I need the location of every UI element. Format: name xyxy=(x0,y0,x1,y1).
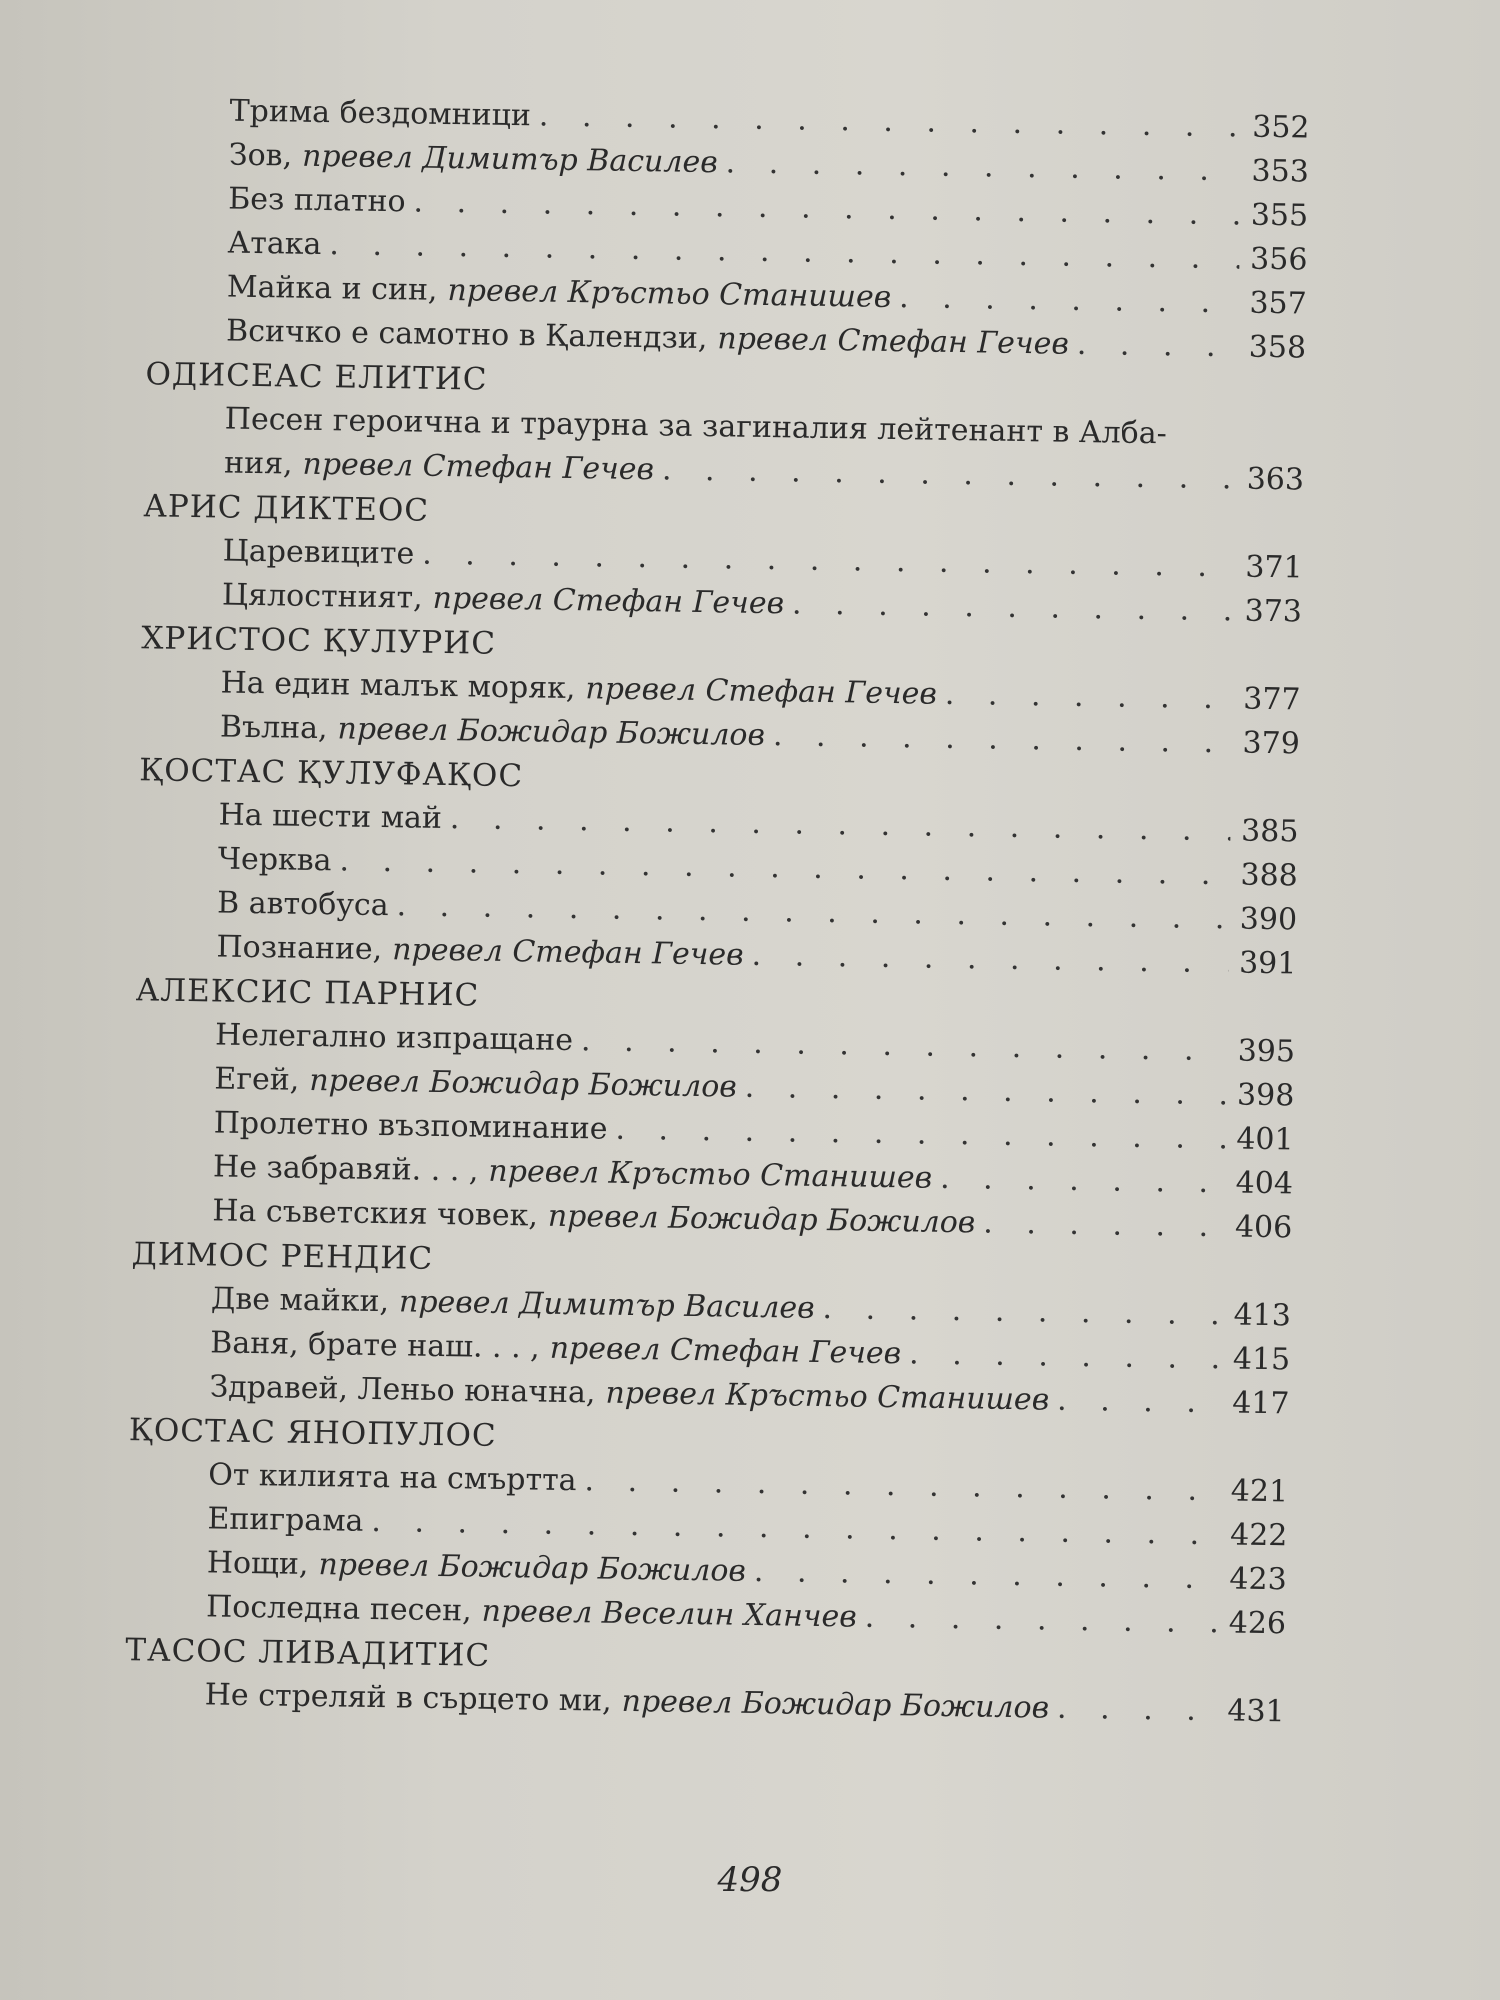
entry-page-number: 358 xyxy=(1248,329,1307,366)
entry-title: Здравей, Леньо юначна, xyxy=(209,1369,596,1411)
author-heading: ХРИСТОС ҚУЛУРИС xyxy=(141,620,497,662)
entry-title: Всичко е самотно в Қалендзи, xyxy=(225,313,708,357)
entry-page-number: 353 xyxy=(1251,153,1310,190)
entry-translator: превел Кръстьо Станишев xyxy=(447,273,892,315)
entry-translator: превел Кръстьо Станишев xyxy=(488,1153,933,1196)
dot-leader xyxy=(940,1157,1225,1205)
entry-translator: превел Димитър Василев xyxy=(301,138,718,181)
entry-page-number: 373 xyxy=(1244,593,1303,630)
entry-page-number: 431 xyxy=(1227,1693,1285,1730)
author-heading: ҚОСТАС ЯНОПУЛОС xyxy=(128,1412,497,1454)
entry-translator: превел Божидар Божилов xyxy=(309,1062,738,1105)
entry-page-number: 363 xyxy=(1246,461,1305,498)
entry-title: Епиграма xyxy=(207,1501,364,1539)
entry-page-number: 388 xyxy=(1240,857,1299,894)
dot-leader xyxy=(822,1287,1223,1337)
entry-title: Ваня, брате наш. . . , xyxy=(210,1325,541,1366)
entry-page-number: 423 xyxy=(1229,1561,1287,1598)
entry-title: Майка и син, xyxy=(226,269,438,308)
entry-title: Вълна, xyxy=(219,709,328,747)
entry-page-number: 404 xyxy=(1235,1165,1294,1202)
entry-title: Черква xyxy=(217,841,332,879)
entry-title: Зов, xyxy=(228,137,293,174)
entry-title: На шести май xyxy=(218,797,443,836)
entry-page-number: 395 xyxy=(1237,1033,1296,1070)
entry-title: Пролетно възпоминание xyxy=(213,1105,608,1147)
entry-title: Две майки, xyxy=(210,1281,390,1320)
dot-leader xyxy=(909,1332,1223,1381)
entry-translator: превел Божидар Божилов xyxy=(337,711,766,754)
entry-title: В автобуса xyxy=(216,885,389,924)
entry-title: Царевиците xyxy=(222,533,415,572)
entry-translator: превел Стефан Гечев xyxy=(717,321,1070,362)
entry-translator: превел Божидар Божилов xyxy=(621,1683,1050,1726)
entry-translator: превел Веселин Ханчев xyxy=(481,1593,858,1635)
entry-translator: превел Стефан Гечев xyxy=(585,671,938,712)
entry-title: Егей, xyxy=(214,1061,300,1098)
dot-leader xyxy=(864,1596,1218,1646)
entry-title-continued: ния, xyxy=(223,445,293,482)
entry-page-number: 385 xyxy=(1240,813,1299,850)
dot-leader xyxy=(1057,1687,1217,1734)
entry-title: Нелегално изпращане xyxy=(214,1017,574,1059)
entry-translator: превел Кръстьо Станишев xyxy=(605,1375,1050,1418)
dot-leader xyxy=(751,934,1228,985)
author-heading: АРИС ДИКТЕОС xyxy=(143,488,430,529)
dot-leader xyxy=(899,276,1239,325)
entry-title: Атака xyxy=(227,225,322,263)
dot-leader xyxy=(744,1066,1226,1118)
entry-page-number: 356 xyxy=(1249,241,1308,278)
entry-page-number: 421 xyxy=(1230,1473,1289,1510)
entry-title: Цялостният, xyxy=(221,577,423,616)
entry-page-number: 398 xyxy=(1236,1077,1295,1114)
entry-page-number: 406 xyxy=(1234,1209,1293,1246)
entry-title: Последна песен, xyxy=(205,1589,472,1629)
entry-page-number: 415 xyxy=(1232,1341,1291,1378)
entry-page-number: 357 xyxy=(1249,285,1308,322)
entry-translator: превел Стефан Гечев xyxy=(432,580,785,622)
entry-page-number: 426 xyxy=(1228,1605,1287,1642)
entry-translator: превел Божидар Божилов xyxy=(547,1198,976,1241)
author-heading: ҚОСТАС ҚУЛУФАҚОС xyxy=(139,752,524,795)
entry-page-number: 391 xyxy=(1238,945,1297,982)
entry-page-number: 390 xyxy=(1239,901,1298,938)
entry-page-number: 413 xyxy=(1233,1297,1292,1334)
author-heading: АЛЕКСИС ПАРНИС xyxy=(135,972,480,1014)
entry-title: От килията на смъртта xyxy=(207,1457,577,1499)
entry-title: Без платно xyxy=(227,181,406,220)
entry-title: Не стреляй в сърцето ми, xyxy=(204,1677,612,1719)
entry-page-number: 422 xyxy=(1229,1517,1288,1554)
dot-leader xyxy=(792,582,1235,633)
dot-leader xyxy=(1057,1379,1222,1426)
dot-leader xyxy=(983,1202,1225,1250)
entry-page-number: 377 xyxy=(1242,681,1301,718)
author-heading: ТАСОС ЛИВАДИТИС xyxy=(125,1632,491,1674)
entry-translator: превел Стефан Гечев xyxy=(549,1330,902,1372)
entry-title: На съветския човек, xyxy=(212,1193,539,1234)
entry-title: Трима бездомници xyxy=(229,93,532,134)
entry-page-number: 371 xyxy=(1245,549,1303,586)
entry-translator: превел Божидар Божилов xyxy=(318,1547,747,1589)
dot-leader xyxy=(944,673,1232,722)
table-of-contents xyxy=(104,88,1309,1734)
entry-title: На един малък моряк, xyxy=(220,665,576,707)
entry-page-number: 417 xyxy=(1231,1385,1290,1422)
entry-page-number: 355 xyxy=(1250,197,1309,234)
entry-translator: превел Димитър Василев xyxy=(398,1284,815,1326)
dot-leader xyxy=(773,714,1233,765)
entry-title: Не забравяй. . . , xyxy=(212,1149,479,1189)
entry-title: Нощи, xyxy=(206,1545,309,1582)
author-heading: ОДИСЕАС ЕЛИТИС xyxy=(145,356,488,398)
page-number: 498 xyxy=(717,1860,783,1900)
entry-page-number: 379 xyxy=(1242,725,1301,762)
entry-translator: превел Стефан Гечев xyxy=(302,446,655,488)
entry-title: Песен героична и траурна за загиналия лейтенант в Алба- xyxy=(224,401,1168,452)
dot-leader xyxy=(754,1550,1220,1601)
dot-leader xyxy=(662,448,1237,501)
entry-translator: превел Стефан Гечев xyxy=(391,932,744,973)
author-heading: ДИМОС РЕНДИС xyxy=(131,1236,434,1277)
entry-page-number: 352 xyxy=(1251,109,1310,146)
dot-leader xyxy=(1076,323,1238,370)
entry-page-number: 401 xyxy=(1236,1121,1294,1158)
entry-title: Познание, xyxy=(216,929,383,968)
